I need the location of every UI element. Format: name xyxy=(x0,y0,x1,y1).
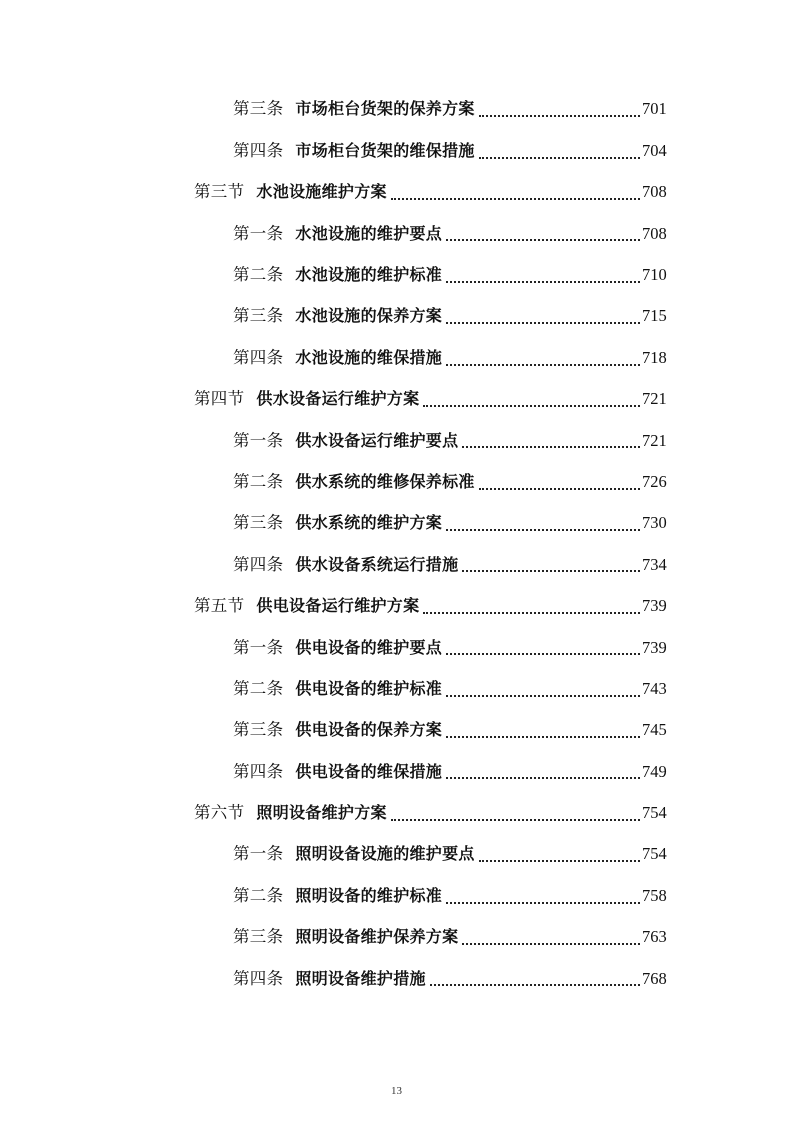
toc-entry-page: 708 xyxy=(642,182,667,202)
toc-entry[interactable] xyxy=(0,834,793,875)
dot-leader xyxy=(446,363,640,366)
dot-leader xyxy=(446,735,640,738)
toc-entry-label xyxy=(233,885,443,905)
toc-entry-title: 供电设备的维保措施 xyxy=(295,761,443,781)
toc-entry-title: 供水设备运行维护方案 xyxy=(256,389,420,409)
toc-entry-page: 768 xyxy=(642,968,667,988)
dot-leader xyxy=(479,487,640,490)
dot-leader xyxy=(423,611,640,614)
dot-leader xyxy=(446,321,640,324)
toc-entry-page: 708 xyxy=(642,223,667,243)
toc-entry-page: 721 xyxy=(642,389,667,409)
toc-entry-title: 照明设备维护方案 xyxy=(256,803,387,823)
dot-leader xyxy=(446,528,640,531)
toc-entry-title: 水池设施的维护标准 xyxy=(295,265,443,284)
toc-entry[interactable] xyxy=(0,420,793,461)
toc-entry-page: 715 xyxy=(642,306,667,326)
toc-entry-label xyxy=(233,347,443,367)
toc-entry[interactable] xyxy=(0,710,793,751)
toc-entry-number: 第四条 xyxy=(233,554,284,574)
toc-entry-title: 供电设备的维护要点 xyxy=(295,637,443,657)
toc-entry-number: 第三条 xyxy=(233,720,284,740)
toc-entry-page: 730 xyxy=(642,513,667,533)
toc-entry-label xyxy=(233,140,475,160)
dot-leader xyxy=(446,901,640,904)
dot-leader xyxy=(391,197,640,200)
toc-entry-page: 754 xyxy=(642,803,667,823)
toc-entry-page: 734 xyxy=(642,554,667,574)
toc-entry-title: 照明设备维护保养方案 xyxy=(295,927,459,947)
toc-entry[interactable] xyxy=(0,627,793,668)
dot-leader xyxy=(446,776,640,779)
toc-entry-title: 供电设备运行维护方案 xyxy=(256,596,420,616)
toc-entry[interactable] xyxy=(0,255,793,296)
dot-leader xyxy=(462,942,640,945)
toc-entry-label xyxy=(233,637,443,657)
page-number: 13 xyxy=(391,1085,402,1097)
toc-entry-title: 供水设备系统运行措施 xyxy=(295,554,459,574)
toc-entry-title: 市场柜台货架的保养方案 xyxy=(295,99,475,119)
toc-entry-number: 第四条 xyxy=(233,347,284,367)
dot-leader xyxy=(446,238,640,241)
toc-entry[interactable] xyxy=(0,213,793,254)
toc-entry-page: 745 xyxy=(642,720,667,740)
toc-entry-number: 第二条 xyxy=(233,471,284,491)
toc-entry-page: 739 xyxy=(642,637,667,657)
toc-entry-title: 水池设施的维保措施 xyxy=(295,347,443,367)
toc-entry-number: 第三节 xyxy=(194,182,245,202)
toc-entry[interactable] xyxy=(0,958,793,999)
toc-entry-title: 供电设备的保养方案 xyxy=(295,720,443,740)
toc-entry-page: 758 xyxy=(642,885,667,905)
toc-entry-number: 第二条 xyxy=(233,885,284,905)
toc-entry-page: 704 xyxy=(642,140,667,160)
toc-entry-number: 第四条 xyxy=(233,761,284,781)
dot-leader xyxy=(430,983,640,986)
toc-entry-page: 754 xyxy=(642,844,667,864)
toc-entry-number: 第一条 xyxy=(233,844,284,864)
toc-entry-page: 710 xyxy=(642,265,667,284)
toc-entry-label xyxy=(233,515,442,532)
toc-entry-label xyxy=(233,267,442,284)
toc-entry-title: 水池设施的维护要点 xyxy=(295,223,443,243)
toc-entry-page: 743 xyxy=(642,678,667,698)
toc-entry[interactable] xyxy=(0,337,793,378)
toc-entry[interactable] xyxy=(0,130,793,171)
toc-entry-title: 市场柜台货架的维保措施 xyxy=(295,140,475,160)
toc-entry-page: 701 xyxy=(642,99,667,119)
toc-entry-label xyxy=(233,846,475,863)
toc-entry-page: 718 xyxy=(642,347,667,367)
dot-leader xyxy=(446,280,640,283)
dot-leader xyxy=(462,569,640,572)
toc-entry-label xyxy=(233,101,475,118)
toc-entry-label xyxy=(194,805,387,822)
toc-entry-title: 照明设备维护措施 xyxy=(295,968,426,988)
toc-entry-label xyxy=(233,678,443,698)
dot-leader xyxy=(479,859,640,862)
toc-entry-title: 供水设备运行维护要点 xyxy=(295,430,459,450)
dot-leader xyxy=(462,445,640,448)
toc-entry[interactable] xyxy=(0,296,793,337)
dot-leader xyxy=(479,114,640,117)
toc-entry[interactable] xyxy=(0,89,793,130)
toc-entry-page: 726 xyxy=(642,471,667,491)
toc-entry-number: 第一条 xyxy=(233,637,284,657)
dot-leader xyxy=(391,818,640,821)
toc-entry[interactable] xyxy=(0,503,793,544)
toc-entry-number: 第五节 xyxy=(194,596,245,616)
toc-entry-number: 第六节 xyxy=(194,803,245,823)
toc-entry-number: 第四条 xyxy=(233,968,284,988)
toc-entry-label xyxy=(233,554,459,574)
toc-entry-label xyxy=(233,761,443,781)
toc-entry-title: 水池设施的保养方案 xyxy=(295,306,443,326)
toc-entry-number: 第二条 xyxy=(233,265,284,284)
toc-entry-label xyxy=(233,223,443,243)
toc-entry-number: 第一条 xyxy=(233,223,284,243)
toc-entry-number: 第二条 xyxy=(233,678,284,698)
toc-entry[interactable] xyxy=(0,544,793,585)
dot-leader xyxy=(446,652,640,655)
toc-entry-page: 739 xyxy=(642,596,667,616)
toc-entry-title: 照明设备设施的维护要点 xyxy=(295,844,475,864)
toc-section-entry[interactable] xyxy=(0,586,793,627)
toc-entry[interactable] xyxy=(0,462,793,503)
toc-entry-number: 第三条 xyxy=(233,306,284,326)
toc-entry[interactable] xyxy=(0,751,793,792)
toc-section-entry[interactable] xyxy=(0,793,793,834)
toc-entry-label xyxy=(233,471,475,491)
toc-entry-title: 照明设备的维护标准 xyxy=(295,885,443,905)
toc-entry-title: 供水系统的维护方案 xyxy=(295,513,443,533)
toc-entry-label xyxy=(233,968,426,988)
dot-leader xyxy=(423,404,640,407)
toc-entry-page: 749 xyxy=(642,761,667,781)
toc-section-entry[interactable] xyxy=(0,172,793,213)
toc-entry-label xyxy=(194,391,419,408)
toc-entry-number: 第三条 xyxy=(233,927,284,947)
toc-entry-number: 第三条 xyxy=(233,513,284,533)
toc-entry-number: 第三条 xyxy=(233,99,284,119)
toc-entry[interactable] xyxy=(0,668,793,709)
toc-entry-label xyxy=(233,929,458,946)
dot-leader xyxy=(446,694,640,697)
toc-entry-page: 763 xyxy=(642,927,667,947)
toc-entry-label xyxy=(194,184,387,201)
toc-entry-label xyxy=(233,308,442,325)
table-of-contents xyxy=(0,89,793,1000)
toc-entry-title: 供水系统的维修保养标准 xyxy=(295,471,475,491)
toc-entry-page: 721 xyxy=(642,430,667,450)
toc-entry-number: 第一条 xyxy=(233,430,284,450)
toc-section-entry[interactable] xyxy=(0,379,793,420)
toc-entry-title: 供电设备的维护标准 xyxy=(295,678,443,698)
toc-entry-title: 水池设施维护方案 xyxy=(256,182,387,202)
toc-entry-number: 第四节 xyxy=(194,389,245,409)
toc-entry-label xyxy=(194,598,419,615)
dot-leader xyxy=(479,156,640,159)
toc-entry-label xyxy=(233,430,459,450)
toc-entry[interactable] xyxy=(0,875,793,916)
toc-entry-number: 第四条 xyxy=(233,140,284,160)
toc-entry-label xyxy=(233,722,442,739)
toc-entry[interactable] xyxy=(0,917,793,958)
